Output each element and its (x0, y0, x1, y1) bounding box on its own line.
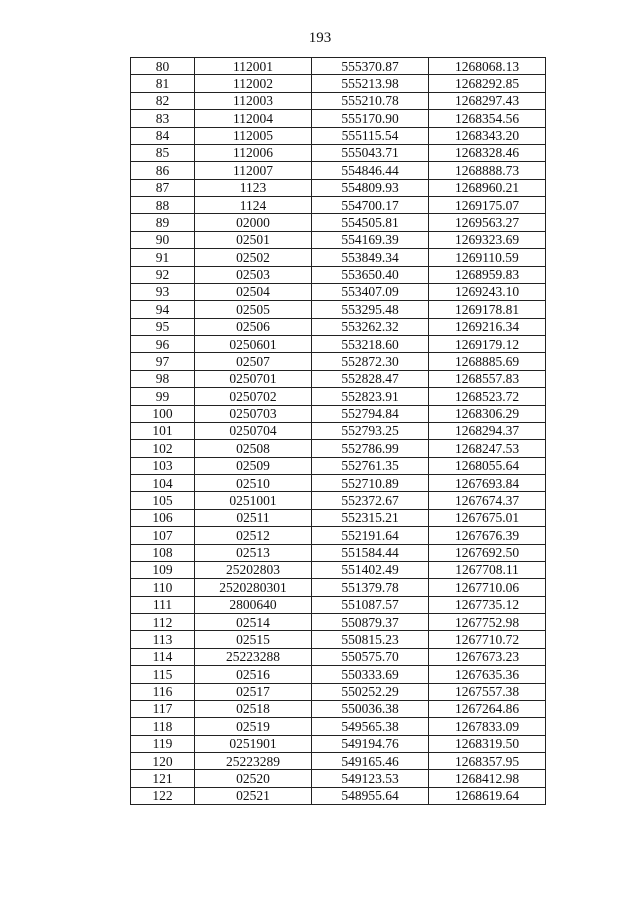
y-coordinate-cell: 1267693.84 (429, 475, 546, 492)
y-coordinate-cell: 1268319.50 (429, 735, 546, 752)
x-coordinate-cell: 551087.57 (312, 596, 429, 613)
table-row (131, 614, 546, 631)
point-id-cell: 0250703 (195, 405, 312, 422)
coordinates-table-body (131, 58, 546, 805)
point-id-cell: 02521 (195, 787, 312, 804)
point-id-cell: 02515 (195, 631, 312, 648)
y-coordinate-cell: 1269563.27 (429, 214, 546, 231)
x-coordinate-cell: 550036.38 (312, 700, 429, 717)
x-coordinate-cell: 552823.91 (312, 388, 429, 405)
row-number-cell: 109 (131, 561, 195, 578)
x-coordinate-cell: 552761.35 (312, 457, 429, 474)
point-id-cell: 0250704 (195, 422, 312, 439)
row-number-cell: 84 (131, 127, 195, 144)
table-row (131, 92, 546, 109)
table-row (131, 700, 546, 717)
x-coordinate-cell: 552315.21 (312, 509, 429, 526)
y-coordinate-cell: 1268888.73 (429, 162, 546, 179)
y-coordinate-cell: 1267708.11 (429, 561, 546, 578)
point-id-cell: 02513 (195, 544, 312, 561)
y-coordinate-cell: 1267735.12 (429, 596, 546, 613)
x-coordinate-cell: 550575.70 (312, 648, 429, 665)
table-row (131, 787, 546, 804)
point-id-cell: 2800640 (195, 596, 312, 613)
row-number-cell: 81 (131, 75, 195, 92)
y-coordinate-cell: 1267673.23 (429, 648, 546, 665)
x-coordinate-cell: 550815.23 (312, 631, 429, 648)
y-coordinate-cell: 1269323.69 (429, 231, 546, 248)
y-coordinate-cell: 1268557.83 (429, 370, 546, 387)
x-coordinate-cell: 555213.98 (312, 75, 429, 92)
table-row (131, 127, 546, 144)
y-coordinate-cell: 1268328.46 (429, 144, 546, 161)
table-row (131, 405, 546, 422)
x-coordinate-cell: 554700.17 (312, 197, 429, 214)
x-coordinate-cell: 551584.44 (312, 544, 429, 561)
table-row (131, 110, 546, 127)
row-number-cell: 86 (131, 162, 195, 179)
x-coordinate-cell: 550879.37 (312, 614, 429, 631)
point-id-cell: 112006 (195, 144, 312, 161)
table-row (131, 144, 546, 161)
y-coordinate-cell: 1268619.64 (429, 787, 546, 804)
y-coordinate-cell: 1267635.36 (429, 666, 546, 683)
x-coordinate-cell: 550333.69 (312, 666, 429, 683)
row-number-cell: 111 (131, 596, 195, 613)
x-coordinate-cell: 552372.67 (312, 492, 429, 509)
point-id-cell: 02503 (195, 266, 312, 283)
point-id-cell: 0250702 (195, 388, 312, 405)
x-coordinate-cell: 553262.32 (312, 318, 429, 335)
table-row (131, 301, 546, 318)
y-coordinate-cell: 1267675.01 (429, 509, 546, 526)
row-number-cell: 120 (131, 753, 195, 770)
table-row (131, 388, 546, 405)
x-coordinate-cell: 550252.29 (312, 683, 429, 700)
table-row (131, 753, 546, 770)
table-row (131, 596, 546, 613)
point-id-cell: 02512 (195, 527, 312, 544)
y-coordinate-cell: 1268297.43 (429, 92, 546, 109)
table-row (131, 249, 546, 266)
x-coordinate-cell: 553849.34 (312, 249, 429, 266)
row-number-cell: 108 (131, 544, 195, 561)
point-id-cell: 02501 (195, 231, 312, 248)
point-id-cell: 02519 (195, 718, 312, 735)
x-coordinate-cell: 549123.53 (312, 770, 429, 787)
row-number-cell: 91 (131, 249, 195, 266)
x-coordinate-cell: 552710.89 (312, 475, 429, 492)
x-coordinate-cell: 549194.76 (312, 735, 429, 752)
y-coordinate-cell: 1267710.06 (429, 579, 546, 596)
row-number-cell: 119 (131, 735, 195, 752)
table-row (131, 492, 546, 509)
y-coordinate-cell: 1268343.20 (429, 127, 546, 144)
y-coordinate-cell: 1268412.98 (429, 770, 546, 787)
y-coordinate-cell: 1269179.12 (429, 336, 546, 353)
x-coordinate-cell: 553218.60 (312, 336, 429, 353)
coordinates-table (130, 57, 546, 805)
table-row (131, 683, 546, 700)
x-coordinate-cell: 552872.30 (312, 353, 429, 370)
point-id-cell: 0250701 (195, 370, 312, 387)
y-coordinate-cell: 1268960.21 (429, 179, 546, 196)
y-coordinate-cell: 1268294.37 (429, 422, 546, 439)
point-id-cell: 02517 (195, 683, 312, 700)
point-id-cell: 112002 (195, 75, 312, 92)
x-coordinate-cell: 553650.40 (312, 266, 429, 283)
row-number-cell: 112 (131, 614, 195, 631)
table-row (131, 475, 546, 492)
y-coordinate-cell: 1268523.72 (429, 388, 546, 405)
x-coordinate-cell: 549165.46 (312, 753, 429, 770)
y-coordinate-cell: 1269216.34 (429, 318, 546, 335)
x-coordinate-cell: 554809.93 (312, 179, 429, 196)
y-coordinate-cell: 1268055.64 (429, 457, 546, 474)
point-id-cell: 02507 (195, 353, 312, 370)
table-row (131, 631, 546, 648)
y-coordinate-cell: 1269243.10 (429, 283, 546, 300)
point-id-cell: 112003 (195, 92, 312, 109)
table-row (131, 718, 546, 735)
table-row (131, 648, 546, 665)
row-number-cell: 115 (131, 666, 195, 683)
row-number-cell: 103 (131, 457, 195, 474)
row-number-cell: 100 (131, 405, 195, 422)
y-coordinate-cell: 1267674.37 (429, 492, 546, 509)
x-coordinate-cell: 552828.47 (312, 370, 429, 387)
x-coordinate-cell: 552794.84 (312, 405, 429, 422)
row-number-cell: 87 (131, 179, 195, 196)
row-number-cell: 101 (131, 422, 195, 439)
point-id-cell: 25223288 (195, 648, 312, 665)
x-coordinate-cell: 552793.25 (312, 422, 429, 439)
point-id-cell: 02509 (195, 457, 312, 474)
row-number-cell: 106 (131, 509, 195, 526)
x-coordinate-cell: 553295.48 (312, 301, 429, 318)
x-coordinate-cell: 555170.90 (312, 110, 429, 127)
point-id-cell: 02504 (195, 283, 312, 300)
table-row (131, 58, 546, 75)
y-coordinate-cell: 1269110.59 (429, 249, 546, 266)
x-coordinate-cell: 555210.78 (312, 92, 429, 109)
table-row (131, 561, 546, 578)
point-id-cell: 02506 (195, 318, 312, 335)
point-id-cell: 02510 (195, 475, 312, 492)
point-id-cell: 02000 (195, 214, 312, 231)
point-id-cell: 02516 (195, 666, 312, 683)
table-row (131, 283, 546, 300)
y-coordinate-cell: 1267557.38 (429, 683, 546, 700)
x-coordinate-cell: 554169.39 (312, 231, 429, 248)
point-id-cell: 2520280301 (195, 579, 312, 596)
row-number-cell: 98 (131, 370, 195, 387)
row-number-cell: 118 (131, 718, 195, 735)
table-row (131, 162, 546, 179)
row-number-cell: 117 (131, 700, 195, 717)
x-coordinate-cell: 555370.87 (312, 58, 429, 75)
point-id-cell: 02508 (195, 440, 312, 457)
y-coordinate-cell: 1268068.13 (429, 58, 546, 75)
row-number-cell: 80 (131, 58, 195, 75)
x-coordinate-cell: 551402.49 (312, 561, 429, 578)
point-id-cell: 112001 (195, 58, 312, 75)
x-coordinate-cell: 549565.38 (312, 718, 429, 735)
table-row (131, 544, 546, 561)
point-id-cell: 1124 (195, 197, 312, 214)
y-coordinate-cell: 1269178.81 (429, 301, 546, 318)
table-row (131, 527, 546, 544)
x-coordinate-cell: 548955.64 (312, 787, 429, 804)
x-coordinate-cell: 555043.71 (312, 144, 429, 161)
table-row (131, 214, 546, 231)
row-number-cell: 85 (131, 144, 195, 161)
row-number-cell: 107 (131, 527, 195, 544)
table-row (131, 231, 546, 248)
point-id-cell: 112004 (195, 110, 312, 127)
row-number-cell: 96 (131, 336, 195, 353)
y-coordinate-cell: 1267264.86 (429, 700, 546, 717)
table-row (131, 353, 546, 370)
table-row (131, 336, 546, 353)
row-number-cell: 88 (131, 197, 195, 214)
point-id-cell: 112007 (195, 162, 312, 179)
table-row (131, 509, 546, 526)
point-id-cell: 0251001 (195, 492, 312, 509)
y-coordinate-cell: 1268306.29 (429, 405, 546, 422)
y-coordinate-cell: 1267692.50 (429, 544, 546, 561)
x-coordinate-cell: 552191.64 (312, 527, 429, 544)
point-id-cell: 25202803 (195, 561, 312, 578)
row-number-cell: 110 (131, 579, 195, 596)
y-coordinate-cell: 1267752.98 (429, 614, 546, 631)
table-row (131, 457, 546, 474)
point-id-cell: 02520 (195, 770, 312, 787)
row-number-cell: 104 (131, 475, 195, 492)
y-coordinate-cell: 1267710.72 (429, 631, 546, 648)
point-id-cell: 0250601 (195, 336, 312, 353)
row-number-cell: 99 (131, 388, 195, 405)
point-id-cell: 0251901 (195, 735, 312, 752)
point-id-cell: 02514 (195, 614, 312, 631)
table-row (131, 179, 546, 196)
y-coordinate-cell: 1268247.53 (429, 440, 546, 457)
row-number-cell: 121 (131, 770, 195, 787)
row-number-cell: 93 (131, 283, 195, 300)
y-coordinate-cell: 1268959.83 (429, 266, 546, 283)
y-coordinate-cell: 1268357.95 (429, 753, 546, 770)
row-number-cell: 83 (131, 110, 195, 127)
row-number-cell: 114 (131, 648, 195, 665)
y-coordinate-cell: 1267833.09 (429, 718, 546, 735)
point-id-cell: 25223289 (195, 753, 312, 770)
table-row (131, 75, 546, 92)
y-coordinate-cell: 1268292.85 (429, 75, 546, 92)
row-number-cell: 82 (131, 92, 195, 109)
table-row (131, 440, 546, 457)
table-row (131, 666, 546, 683)
x-coordinate-cell: 551379.78 (312, 579, 429, 596)
y-coordinate-cell: 1268885.69 (429, 353, 546, 370)
x-coordinate-cell: 552786.99 (312, 440, 429, 457)
page-number: 193 (308, 30, 332, 46)
y-coordinate-cell: 1268354.56 (429, 110, 546, 127)
x-coordinate-cell: 554846.44 (312, 162, 429, 179)
row-number-cell: 116 (131, 683, 195, 700)
table-row (131, 197, 546, 214)
row-number-cell: 122 (131, 787, 195, 804)
point-id-cell: 1123 (195, 179, 312, 196)
point-id-cell: 112005 (195, 127, 312, 144)
point-id-cell: 02502 (195, 249, 312, 266)
x-coordinate-cell: 553407.09 (312, 283, 429, 300)
point-id-cell: 02511 (195, 509, 312, 526)
row-number-cell: 95 (131, 318, 195, 335)
row-number-cell: 90 (131, 231, 195, 248)
table-row (131, 318, 546, 335)
table-row (131, 370, 546, 387)
row-number-cell: 89 (131, 214, 195, 231)
row-number-cell: 105 (131, 492, 195, 509)
table-row (131, 770, 546, 787)
row-number-cell: 113 (131, 631, 195, 648)
table-row (131, 266, 546, 283)
x-coordinate-cell: 555115.54 (312, 127, 429, 144)
table-row (131, 735, 546, 752)
point-id-cell: 02518 (195, 700, 312, 717)
y-coordinate-cell: 1267676.39 (429, 527, 546, 544)
table-row (131, 422, 546, 439)
x-coordinate-cell: 554505.81 (312, 214, 429, 231)
table-row (131, 579, 546, 596)
y-coordinate-cell: 1269175.07 (429, 197, 546, 214)
row-number-cell: 92 (131, 266, 195, 283)
point-id-cell: 02505 (195, 301, 312, 318)
row-number-cell: 94 (131, 301, 195, 318)
row-number-cell: 97 (131, 353, 195, 370)
row-number-cell: 102 (131, 440, 195, 457)
